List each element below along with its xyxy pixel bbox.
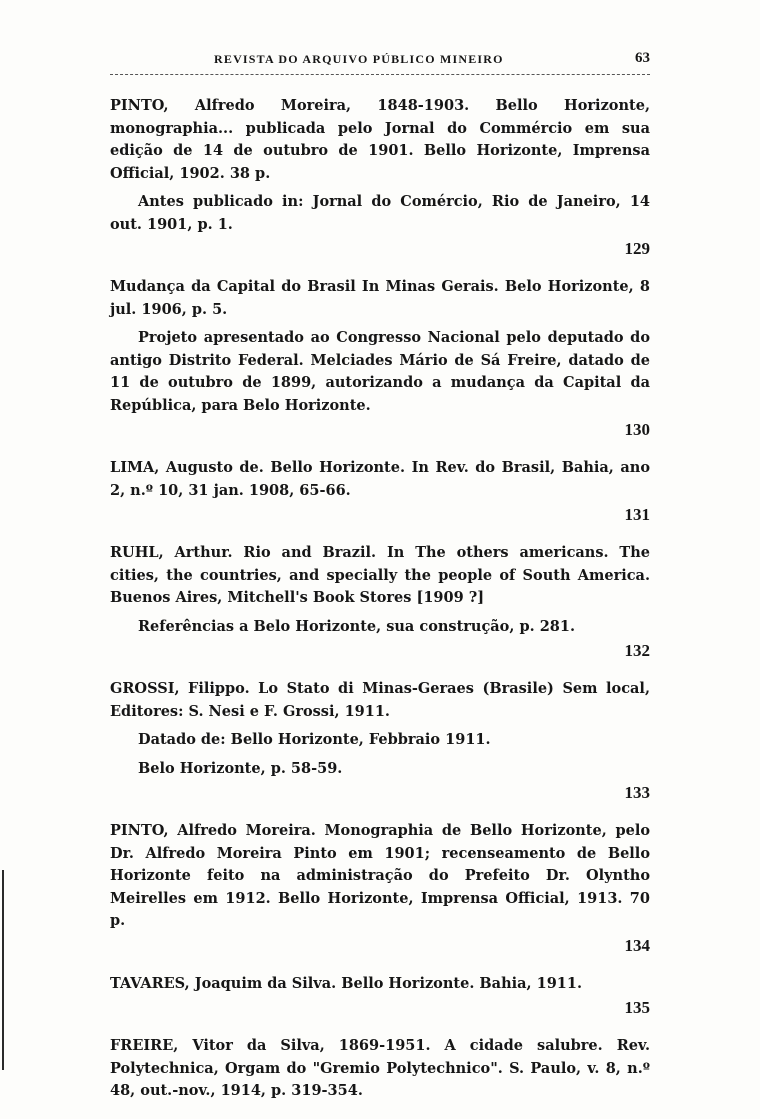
entry-number: 132 [624,641,650,660]
entry-number: 134 [624,935,650,955]
entry-citation: TAVARES, Joaquim da Silva. Bello Horizonte. Bahia, 1911. [110,974,583,992]
entry-citation: RUHL, Arthur. Rio and Brazil. In The others americans. The cities, the countries, and specially the people of South America. Buenos Aires, Mitchell's Book Stores [1909 ?] [110,544,650,606]
entry-note: Referências a Belo Horizonte, sua construção, p. 281. [138,617,576,635]
entry-citation: PINTO, Alfredo Moreira. Monographia de Bello Horizonte, pelo Dr. Alfredo Moreira Pinto em 1901; recenseamento de Bello Horizonte feito na administração do Prefeito Dr. Olyntho Meirelles em 1912. Bello Horizonte, Imprensa Official, 1913. 70 p. [110,822,650,929]
header-rule [110,74,650,75]
entry-citation: Mudança da Capital do Brasil In Minas Gerais. Belo Horizonte, 8 jul. 1906, p. 5. [110,278,650,318]
entry-number: 135 [624,998,650,1017]
entry-note: Antes publicado in: Jornal do Comércio, Rio de Janeiro, 14 out. 1901, p. 1. [110,193,650,233]
bibliography-entry [110,542,650,662]
bibliography-entry [110,820,650,957]
bibliography-entry [110,457,650,526]
entry-citation: GROSSI, Filippo. Lo Stato di Minas-Geraes (Brasile) Sem local, Editores: S. Nesi e F. Grossi, 1911. [110,680,650,720]
running-title: REVISTA DO ARQUIVO PÚBLICO MINEIRO [214,52,504,66]
entry-note: Datado de: Bello Horizonte, Febbraio 1911. [138,731,491,748]
entry-citation: PINTO, Alfredo Moreira, 1848-1903. Bello Horizonte, monographia... publicada pelo Jornal do Commércio em sua edição de 14 de outubro de 1901. Bello Horizonte, Imprensa Official, 1902. 38 p. [110,97,650,182]
entry-number: 133 [624,783,650,802]
bibliography-entry [110,973,650,1020]
entry-citation: LIMA, Augusto de. Bello Horizonte. In Rev. do Brasil, Bahia, ano 2, n.º 10, 31 jan. 1908, 65-66. [110,459,650,499]
binding-edge-mark [2,870,4,1070]
entry-number: 131 [624,505,650,524]
bibliography-entry [110,95,650,260]
page-number: 63 [635,50,650,66]
bibliography-entry [110,678,650,804]
bibliography-list [110,95,650,1119]
bibliography-entry [110,276,650,441]
entry-citation: FREIRE, Vitor da Silva, 1869-1951. A cidade salubre. Rev. Polytechnica, Orgam do "Gremio Polytechnico". S. Paulo, v. 8, n.º 48, out.-nov., 1914, p. 319-354. [110,1037,650,1099]
entry-note: Projeto apresentado ao Congresso Nacional pelo deputado do antigo Distrito Federal. Melciades Mário de Sá Freire, datado de 11 de outubro de 1899, autorizando a mudança da Capital da República, para Belo Horizonte. [110,329,650,414]
entry-number: 129 [624,239,650,258]
bibliography-entry [110,1035,650,1103]
entry-number: 130 [624,420,650,439]
entry-note: Belo Horizonte, p. 58-59. [138,759,343,777]
page-header [110,48,650,78]
